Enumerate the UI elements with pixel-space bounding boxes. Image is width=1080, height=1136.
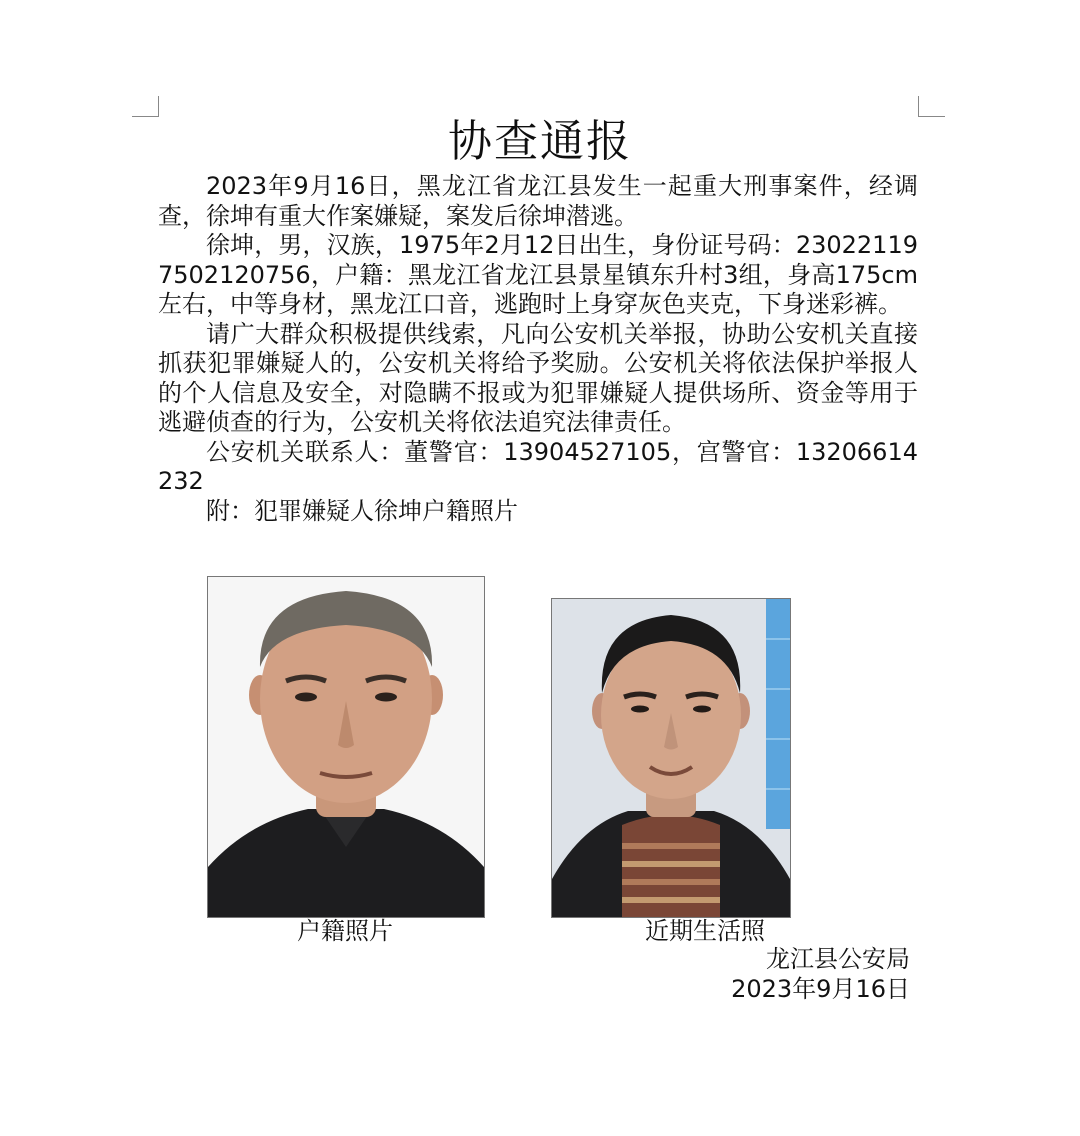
registration-photo-caption: 户籍照片 — [297, 917, 393, 945]
paragraph-attachment: 附：犯罪嫌疑人徐坤户籍照片 — [206, 496, 518, 525]
paragraph-contacts: 公安机关联系人：董警官：13904527105，宫警官：13206614232 — [158, 437, 918, 495]
portrait-image — [208, 577, 484, 917]
portrait-image — [552, 599, 790, 917]
paragraph-suspect-info: 徐坤，男，汉族，1975年2月12日出生，身份证号码：230221197502120756，户籍：黑龙江省龙江县景星镇东升村3组，身高175cm左右，中等身材，黑龙江口音，逃跑时上身穿灰色夹克，下身迷彩裤。 — [158, 231, 918, 318]
recent-life-photo — [551, 598, 791, 918]
issuing-organization: 龙江县公安局 — [766, 945, 910, 973]
notice-body — [158, 172, 918, 526]
recent-photo-caption: 近期生活照 — [645, 917, 765, 945]
notice-title: 协查通报 — [448, 116, 632, 167]
issue-date: 2023年9月16日 — [731, 975, 910, 1003]
paragraph-appeal: 请广大群众积极提供线索，凡向公安机关举报，协助公安机关直接抓获犯罪嫌疑人的，公安机关将给予奖励。公安机关将依法保护举报人的个人信息及安全，对隐瞒不报或为犯罪嫌疑人提供场所、资金等用于逃避侦查的行为，公安机关将依法追究法律责任。 — [158, 319, 918, 436]
paragraph-incident: 2023年9月16日，黑龙江省龙江县发生一起重大刑事案件，经调查，徐坤有重大作案嫌疑，案发后徐坤潜逃。 — [158, 172, 918, 230]
registration-photo — [207, 576, 485, 918]
